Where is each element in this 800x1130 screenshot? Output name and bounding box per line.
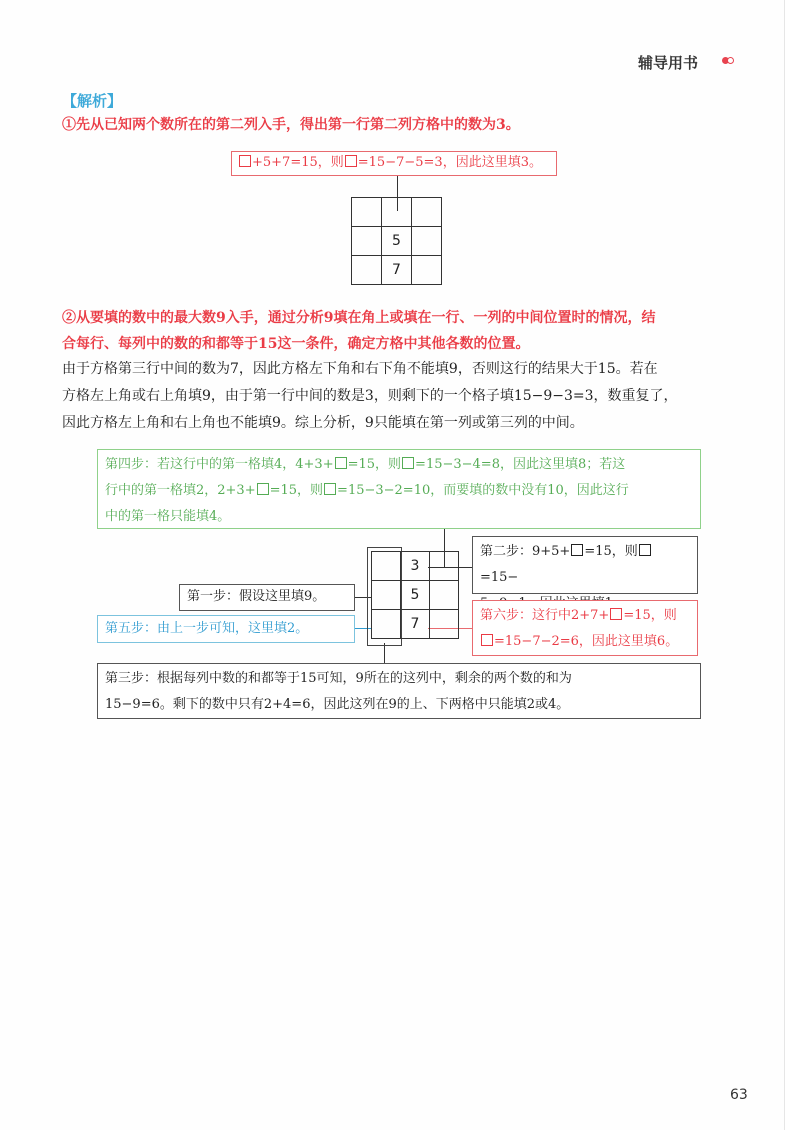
step2-heading-line1: ②从要填的数中的最大数9入手，通过分析9填在角上或填在一行、一列的中间位置时的情况，结: [62, 310, 656, 326]
blank-square-icon: [639, 544, 651, 556]
blank-square-icon: [335, 457, 347, 469]
blank-square-icon: [257, 483, 269, 495]
step5-box: 第五步：由上一步可知，这里填2。: [97, 615, 355, 643]
book-tag: 辅导用书: [638, 54, 699, 72]
blank-square-icon: [610, 608, 622, 620]
body-line-2: 方格左上角或右上角填9，由于第一行中间的数是3，则剩下的一个格子填15−9−3=3，数重复了，: [62, 388, 678, 404]
magic-square-grid-1: 5 7: [351, 197, 442, 285]
blank-square-icon: [239, 155, 251, 167]
body-line-3: 因此方格左上角和右上角也不能填9。综上分析，9只能填在第一列或第三列的中间。: [62, 415, 584, 431]
body-line-1: 由于方格第三行中间的数为7，因此方格左下角和右下角不能填9，否则这行的结果大于15。若在: [62, 361, 658, 377]
blank-square-icon: [345, 155, 357, 167]
tag-dots-icon: [722, 57, 738, 65]
blank-square-icon: [481, 634, 493, 646]
blank-square-icon: [571, 544, 583, 556]
connector-step3: [384, 643, 385, 663]
section-title: 【解析】: [62, 92, 123, 110]
top-explanation-box: +5+7=15，则 =15−7−5=3，因此这里填3。: [231, 151, 557, 176]
step3-box: 第三步：根据每列中数的和都等于15可知，9所在的这列中，剩余的两个数的和为 15−9=6。剩下的数中只有2+4=6，因此这列在9的上、下两格中只能填2或4。: [97, 663, 701, 719]
step2-box: 第二步：9+5+ =15，则=15−: [472, 536, 698, 594]
blank-square-icon: [402, 457, 414, 469]
blank-square-icon: [324, 483, 336, 495]
step4-box: 第四步：若这行中的第一格填4，4+3+ =15，则 =15−3−4=8，因此这里填8；若这 行中的第一格填2，2+3+ =15，则 =15−3−2=10，而要填的数中没有10，因此这行 中的第一格只能填4。: [97, 449, 701, 529]
step6-box: 第六步：这行中2+7+ =15，则 =15−7−2=6，因此这里填6。: [472, 600, 698, 656]
step1-box: 第一步：假设这里填9。: [179, 584, 355, 611]
step1-heading: ①先从已知两个数所在的第二列入手，得出第一行第二列方格中的数为3。: [62, 117, 520, 133]
page-number: 63: [730, 1087, 748, 1103]
magic-square-grid-2: 3 5 7: [371, 551, 459, 639]
step2-heading-line2: 合每行、每列中的数的和都等于15这一条件，确定方格中其他各数的位置。: [62, 336, 530, 352]
